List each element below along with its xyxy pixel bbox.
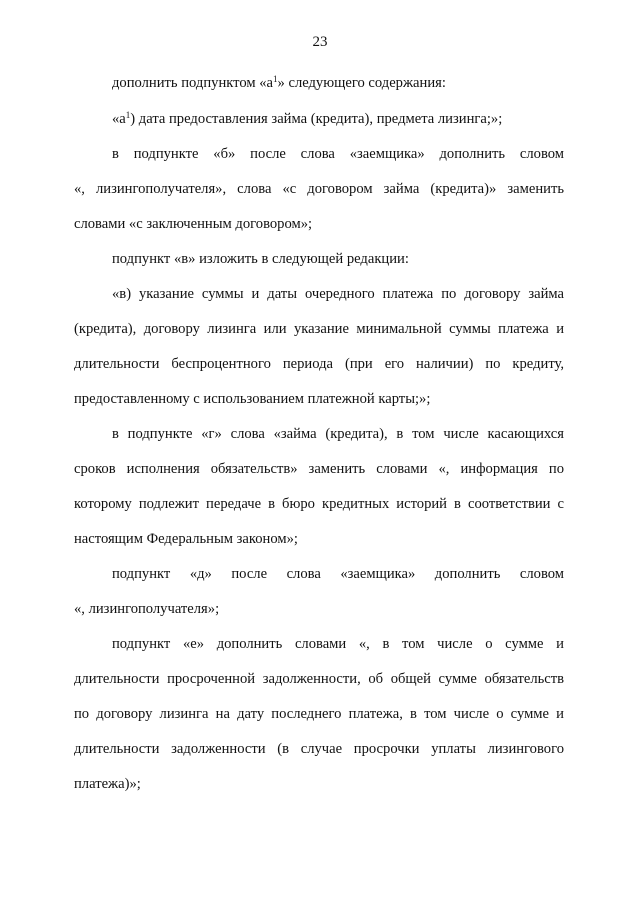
text-line: сроков исполнения обязательств» заменить словами «, информация по [74, 461, 564, 477]
text-line: в подпункте «б» после слова «заемщика» дополнить словом [112, 146, 564, 162]
text-line: предоставленному с использованием платежной карты;»; [74, 391, 431, 407]
text-line: «в) указание суммы и даты очередного платежа по договору займа [112, 286, 564, 302]
text-line: словами «с заключенным договором»; [74, 216, 313, 232]
text-line: длительности беспроцентного периода (при его наличии) по кредиту, [74, 356, 564, 372]
text-line: (кредита), договору лизинга или указание минимальной суммы платежа и [74, 321, 564, 337]
text-line: по договору лизинга на дату последнего платежа, в том числе о сумме и [74, 706, 564, 722]
text-line: платежа)»; [74, 776, 141, 792]
text-line: настоящим Федеральным законом»; [74, 531, 298, 547]
text-span: «а [112, 111, 126, 127]
text-line: длительности задолженности (в случае просрочки уплаты лизингового [74, 741, 564, 757]
text-line: подпункт «в» изложить в следующей редакции: [112, 251, 409, 267]
text-span: » следующего содержания: [277, 75, 446, 91]
text-span: ) дата предоставления займа (кредита), предмета лизинга;»; [130, 111, 503, 127]
text-line: «, лизингополучателя»; [74, 601, 220, 617]
superscript: 1 [273, 74, 278, 84]
text-line [112, 73, 446, 93]
text-line: подпункт «д» после слова «заемщика» дополнить словом [112, 566, 564, 582]
text-span: дополнить подпунктом «а [112, 75, 274, 91]
superscript: 1 [125, 110, 131, 120]
text-line: которому подлежит передаче в бюро кредитных историй в соответствии с [74, 496, 564, 512]
text-line [112, 109, 502, 129]
text-line: подпункт «е» дополнить словами «, в том числе о сумме и [112, 636, 564, 652]
text-line: в подпункте «г» слова «займа (кредита), в том числе касающихся [112, 426, 564, 442]
text-line: длительности просроченной задолженности, об общей сумме обязательств [74, 671, 564, 687]
text-line: «, лизингополучателя», слова «с договором займа (кредита)» заменить [74, 181, 564, 197]
page-number: 23 [312, 34, 328, 50]
